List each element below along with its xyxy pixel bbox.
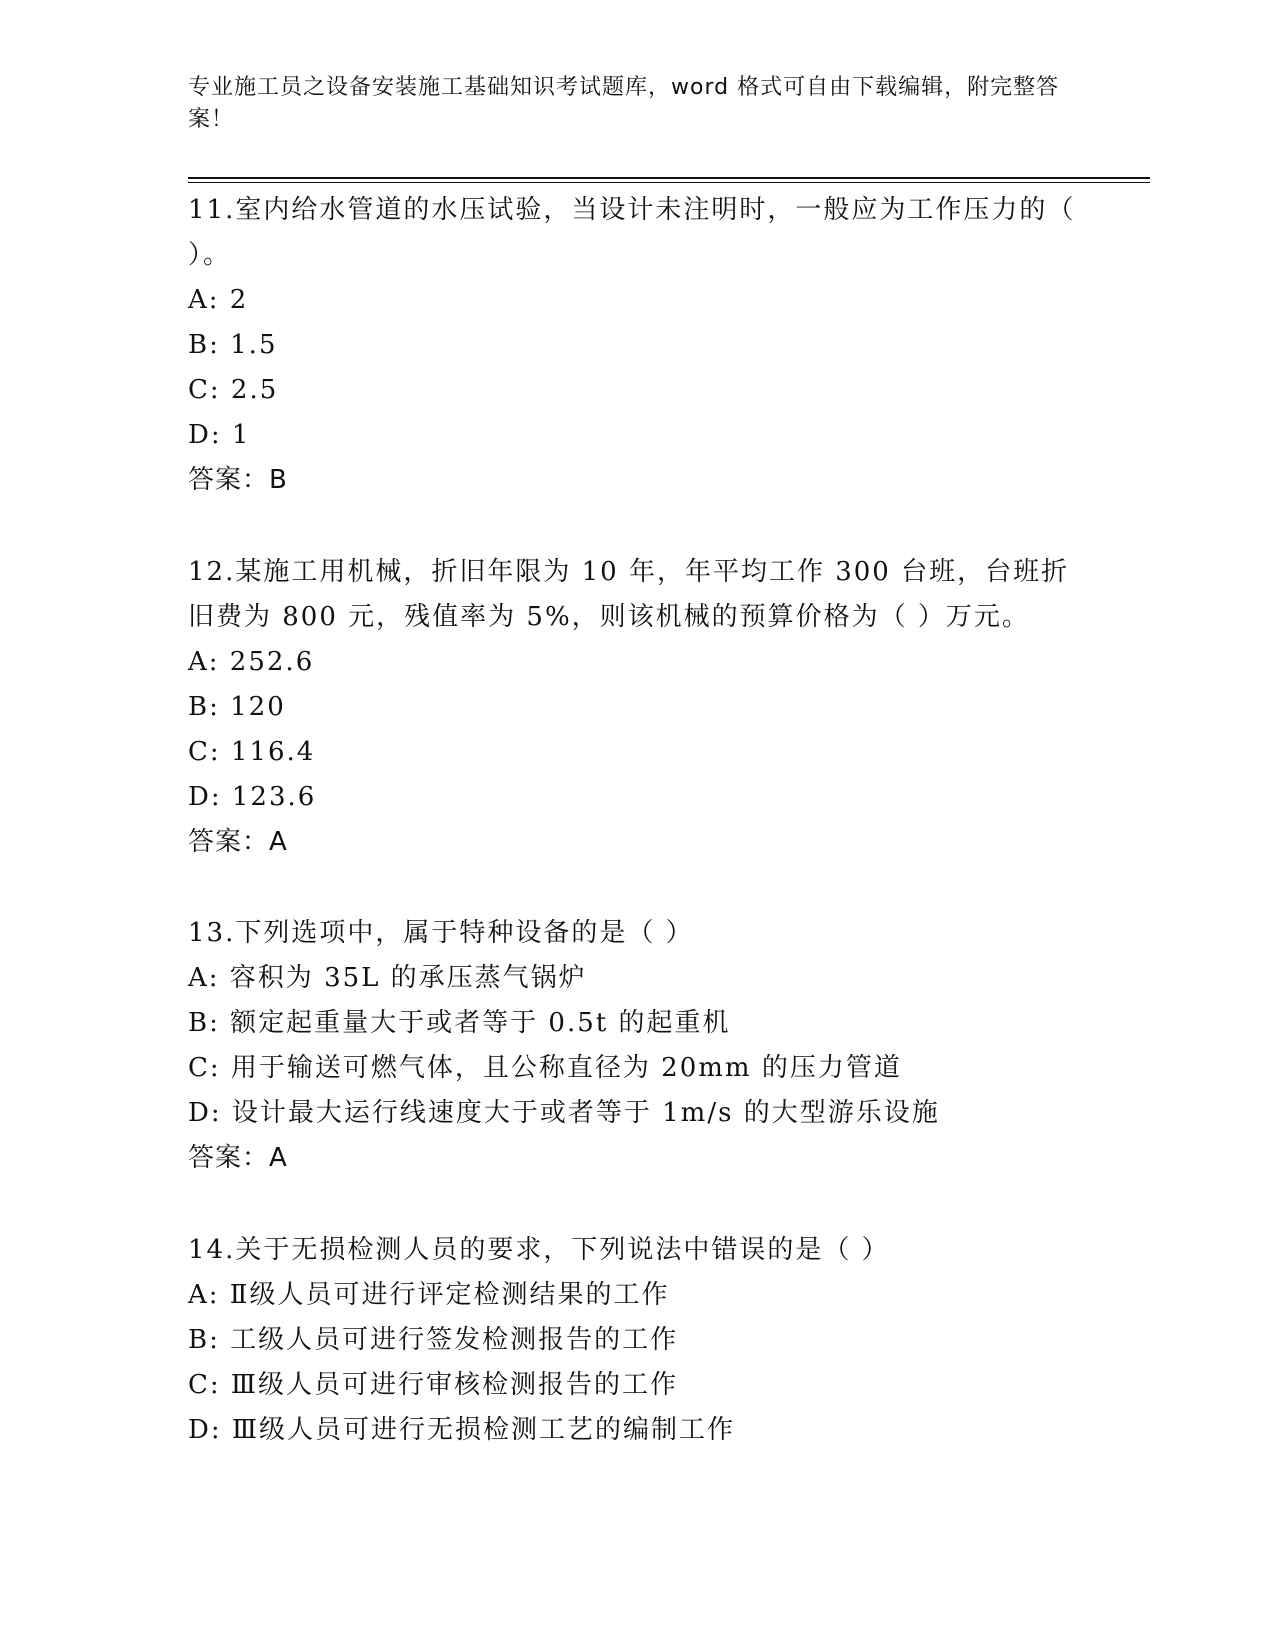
option-c: C: Ⅲ级人员可进行审核检测报告的工作 [188, 1370, 678, 1400]
header-divider-thin [188, 182, 1150, 183]
answer-label: 答案：A [188, 1143, 288, 1173]
option-c: C: 116.4 [188, 737, 316, 767]
option-d: D: 123.6 [188, 782, 317, 812]
option-a: A: 容积为 35L 的承压蒸气锅炉 [188, 963, 587, 993]
question-11 [188, 188, 1088, 503]
header-divider-thick [188, 177, 1150, 179]
option-b: B: 工级人员可进行签发检测报告的工作 [188, 1325, 679, 1355]
question-14 [188, 1228, 1088, 1453]
option-a: A: Ⅱ级人员可进行评定检测结果的工作 [188, 1280, 670, 1310]
option-d: D: 1 [188, 420, 251, 450]
question-stem: 12.某施工用机械，折旧年限为 10 年，年平均工作 300 台班，台班折旧费为 800 元，残值率为 5%，则该机械的预算价格为（ ）万元。 [188, 557, 1070, 632]
option-b: B: 1.5 [188, 330, 278, 360]
option-b: B: 120 [188, 692, 286, 722]
question-12 [188, 550, 1088, 865]
option-c: C: 2.5 [188, 375, 279, 405]
answer-label: 答案：A [188, 827, 288, 857]
option-c: C: 用于输送可燃气体，且公称直径为 20mm 的压力管道 [188, 1053, 902, 1083]
question-13 [188, 911, 1088, 1181]
question-stem: 14.关于无损检测人员的要求，下列说法中错误的是（ ） [188, 1235, 890, 1265]
question-stem: 13.下列选项中，属于特种设备的是（ ） [188, 918, 694, 948]
document-header: 专业施工员之设备安装施工基础知识考试题库，word 格式可自由下载编辑，附完整答案！ [188, 75, 1060, 132]
option-b: B: 额定起重量大于或者等于 0.5t 的起重机 [188, 1008, 731, 1038]
question-stem: 11.室内给水管道的水压试验，当设计未注明时，一般应为工作压力的（ ）。 [188, 195, 1076, 270]
option-d: D: Ⅲ级人员可进行无损检测工艺的编制工作 [188, 1415, 735, 1445]
answer-label: 答案：B [188, 465, 288, 495]
option-a: A: 252.6 [188, 647, 315, 677]
option-d: D: 设计最大运行线速度大于或者等于 1m/s 的大型游乐设施 [188, 1098, 940, 1128]
option-a: A: 2 [188, 285, 249, 315]
